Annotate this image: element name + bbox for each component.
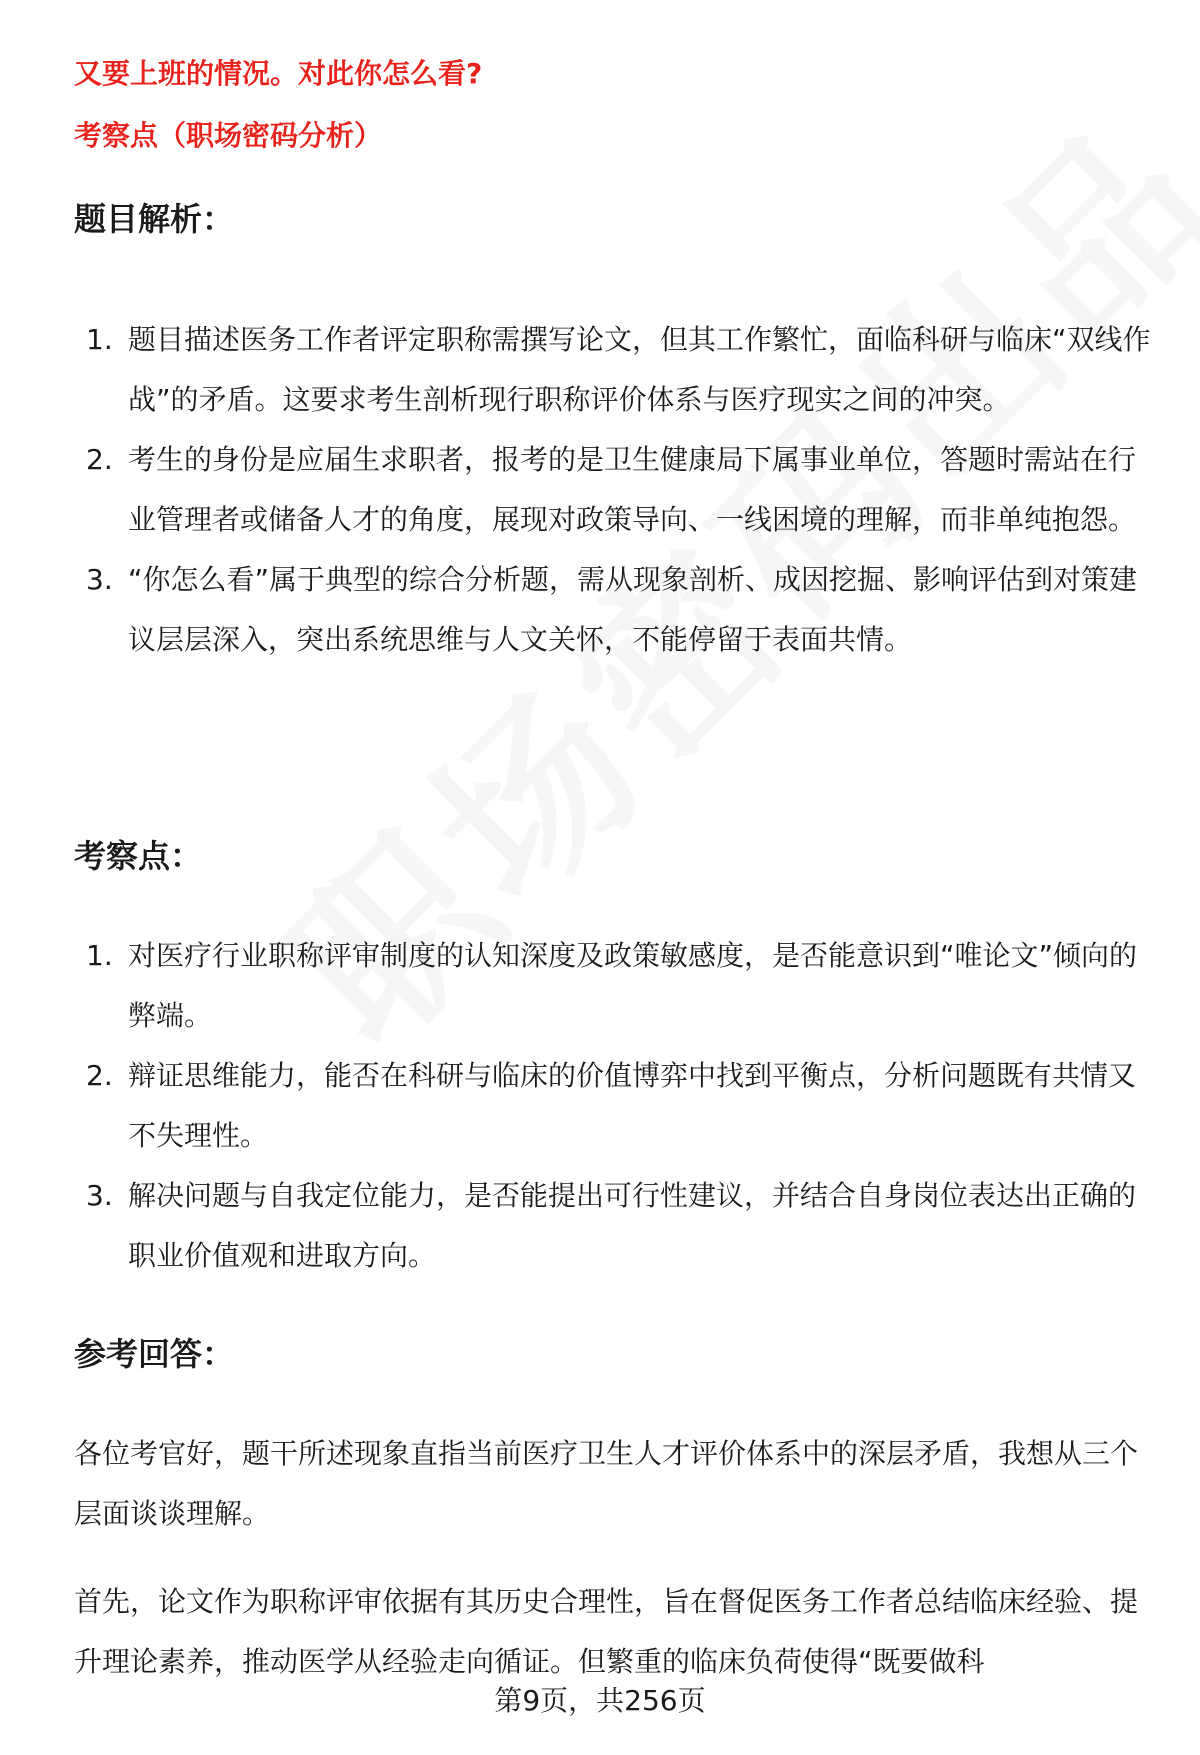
list-item: [74, 1166, 1154, 1286]
analysis-list: [74, 310, 1154, 670]
list-item: [74, 926, 1154, 1046]
list-item: [74, 310, 1154, 430]
exam-points-heading: 考察点：: [74, 837, 203, 875]
reference-paragraph-1: 各位考官好，题干所述现象直指当前医疗卫生人才评价体系中的深层矛盾，我想从三个层面谈谈理解。: [74, 1437, 1139, 1530]
list-item-number: 3.: [86, 1179, 113, 1212]
list-item-text: 解决问题与自我定位能力，是否能提出可行性建议，并结合自身岗位表达出正确的职业价值观和进取方向。: [128, 1179, 1137, 1272]
list-item: [74, 1046, 1154, 1166]
list-item-text: 题目描述医务工作者评定职称需撰写论文，但其工作繁忙，面临科研与临床“双线作战”的矛盾。这要求考生剖析现行职称评价体系与医疗现实之间的冲突。: [128, 323, 1151, 416]
list-item: [74, 550, 1154, 670]
exam-point-label: 考察点（职场密码分析）: [74, 119, 383, 152]
exam-points-list: [74, 926, 1154, 1286]
list-item-text: 对医疗行业职称评审制度的认知深度及政策敏感度，是否能意识到“唯论文”倾向的弊端。: [128, 939, 1138, 1032]
list-item-number: 2.: [86, 1059, 113, 1092]
list-item: [74, 430, 1154, 550]
question-tail: 又要上班的情况。对此你怎么看?: [74, 57, 483, 90]
page-footer: 第9页，共256页: [494, 1684, 706, 1717]
list-item-number: 1.: [86, 323, 113, 356]
analysis-heading: 题目解析：: [74, 200, 235, 238]
list-item-number: 2.: [86, 443, 113, 476]
list-item-number: 1.: [86, 939, 113, 972]
list-item-text: 辩证思维能力，能否在科研与临床的价值博弈中找到平衡点，分析问题既有共情又不失理性。: [128, 1059, 1137, 1152]
reference-paragraph-2: 首先，论文作为职称评审依据有其历史合理性，旨在督促医务工作者总结临床经验、提升理论素养，推动医学从经验走向循证。但繁重的临床负荷使得“既要做科: [74, 1585, 1139, 1678]
list-item-text: “你怎么看”属于典型的综合分析题，需从现象剖析、成因挖掘、影响评估到对策建议层层深入，突出系统思维与人文关怀，不能停留于表面共情。: [128, 563, 1138, 656]
list-item-number: 3.: [86, 563, 113, 596]
list-item-text: 考生的身份是应届生求职者，报考的是卫生健康局下属事业单位，答题时需站在行业管理者或储备人才的角度，展现对政策导向、一线困境的理解，而非单纯抱怨。: [128, 443, 1137, 536]
reference-heading: 参考回答：: [74, 1335, 235, 1373]
